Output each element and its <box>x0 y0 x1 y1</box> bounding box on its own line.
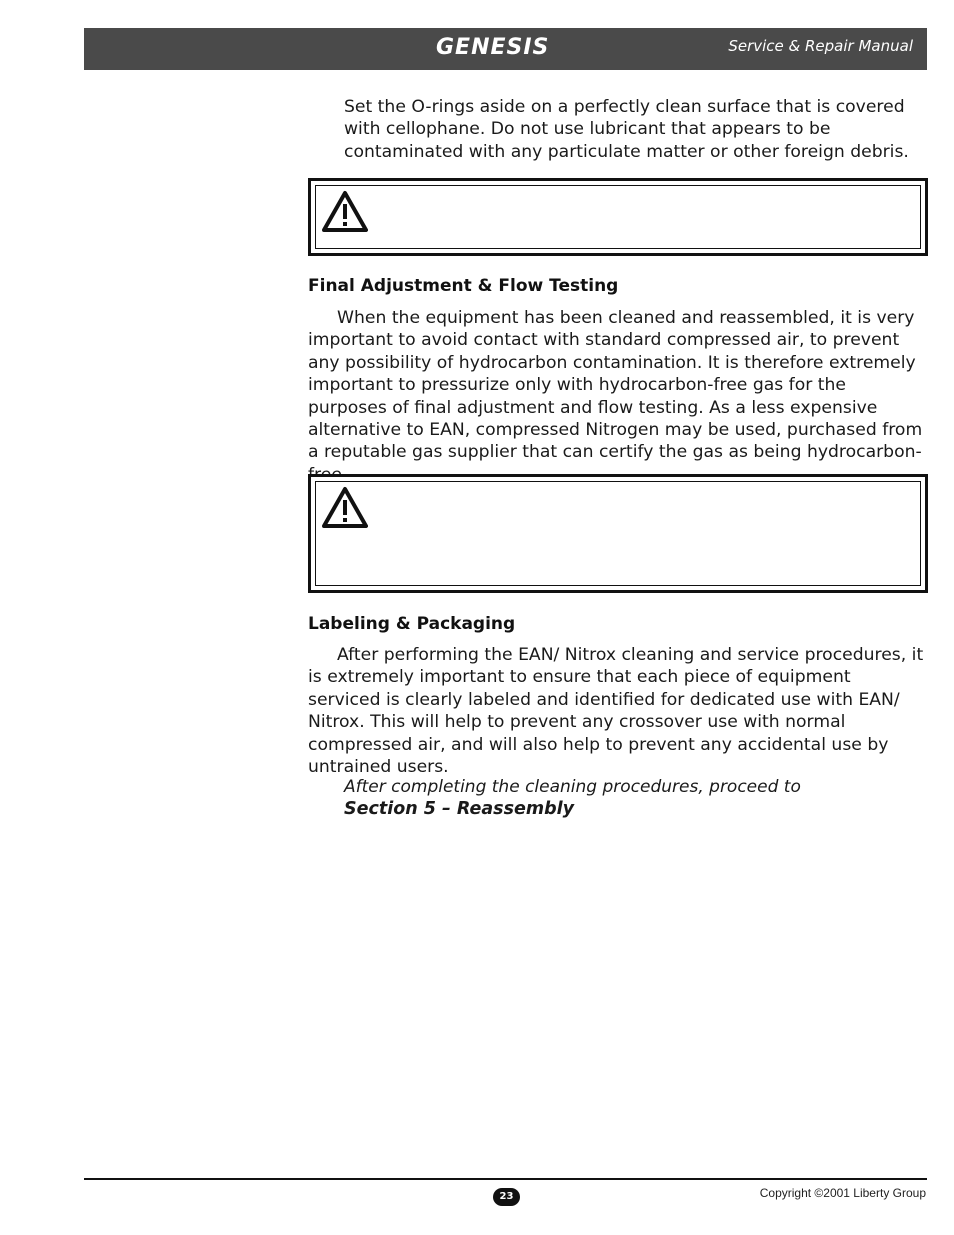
section-body-labeling: After performing the EAN/ Nitrox cleaning and service procedures, it is extremely important to ensure that each piece of equipment serviced is clearly labeled and identified for dedicated use with EAN/ Nitrox. This will help to prevent any crossover use with normal compressed air, and will also help to prevent any accidental use by untrained users. <box>308 645 924 778</box>
section-body-final-adjustment: When the equipment has been cleaned and reassembled, it is very important to avoid contact with standard compressed air, to prevent any possibility of hydrocarbon contamination. It is therefore extremely important to pressurize only with hydrocarbon-free gas for the purposes of final adjustment and flow testing. As a less expensive alternative to EAN, compressed Nitrogen may be used, purchased from a reputable gas supplier that can certify the gas as being hydrocarbon- <box>308 308 923 463</box>
warning-box <box>308 474 928 593</box>
warning-box <box>308 178 928 256</box>
header-bar <box>84 28 927 70</box>
brand-logo: GENESIS <box>436 35 550 60</box>
section-heading-final-adjustment: Final Adjustment & Flow Testing <box>308 276 619 296</box>
copyright-notice: Copyright ©2001 Liberty Group <box>759 1186 926 1200</box>
closing-instruction <box>344 776 801 820</box>
warning-triangle-icon <box>322 486 368 528</box>
page-number: 23 <box>493 1188 520 1206</box>
warning-box-inner <box>315 185 921 249</box>
next-section-reference: Section 5 – Reassembly <box>344 799 575 819</box>
closing-line: After completing the cleaning procedures, proceed to <box>344 777 801 797</box>
warning-triangle-icon <box>322 190 368 232</box>
footer-divider <box>84 1178 927 1180</box>
manual-title: Service & Repair Manual <box>728 37 913 55</box>
warning-box-inner <box>315 481 921 586</box>
intro-paragraph: Set the O-rings aside on a perfectly clean surface that is covered with cellophane. Do not use lubricant that appears to be contaminated with any particulate matter or other foreign debris. <box>344 97 909 162</box>
section-heading-labeling: Labeling & Packaging <box>308 614 516 634</box>
